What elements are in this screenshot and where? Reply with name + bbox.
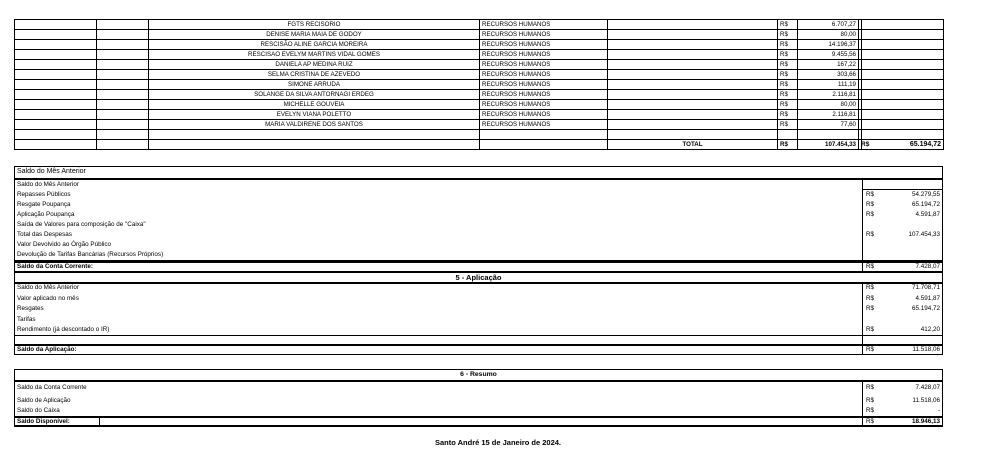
line-item-label: Tarifas — [17, 315, 36, 323]
total2-currency: R$ — [859, 140, 862, 150]
empty-cell — [97, 100, 149, 110]
line-item-currency: R$ — [866, 326, 875, 333]
empty-cell — [15, 80, 97, 90]
empty-cell — [862, 40, 944, 50]
aplicacao-total-row — [14, 345, 943, 355]
currency: R$ — [778, 110, 798, 120]
line-item-label: Devolução de Tarifas Bancárias (Recursos Próprios) — [17, 251, 164, 258]
total-row — [15, 140, 944, 150]
line-item-currency: R$ — [866, 231, 875, 238]
aplicacao-total-label: Saldo da Aplicação: — [17, 346, 77, 353]
amount: 167,22 — [798, 60, 859, 70]
empty-cell — [798, 130, 859, 140]
amount: 77,60 — [798, 120, 859, 130]
table-row — [15, 60, 944, 70]
employee-name: MICHELLE GOUVEIA — [149, 100, 480, 110]
empty-cell — [97, 80, 149, 90]
amount: 9.455,56 — [798, 50, 859, 60]
empty-cell — [862, 30, 944, 40]
saldo-total-value: 7.428,07 — [915, 263, 940, 270]
saldo-total-label: Saldo da Conta Corrente: — [17, 263, 93, 270]
empty-cell — [97, 60, 149, 70]
line-item-label: Resgate Poupança — [17, 201, 71, 208]
empty-cell — [15, 90, 97, 100]
department: RECURSOS HUMANOS — [480, 60, 608, 70]
department: RECURSOS HUMANOS — [480, 90, 608, 100]
department: RECURSOS HUMANOS — [480, 120, 608, 130]
empty-cell — [149, 130, 480, 140]
empty-cell — [862, 60, 944, 70]
resumo-total-value: 18.946,13 — [911, 418, 940, 425]
line-item-currency: R$ — [866, 384, 875, 391]
empty-cell — [608, 120, 778, 130]
line-item-currency: R$ — [866, 407, 875, 414]
empty-cell — [608, 50, 778, 60]
empty-cell — [97, 130, 149, 140]
empty-cell — [608, 80, 778, 90]
empty-cell — [608, 40, 778, 50]
currency: R$ — [778, 60, 798, 70]
empty-cell — [862, 100, 944, 110]
resumo-total-label: Saldo Disponível: — [17, 418, 70, 425]
line-item-currency: R$ — [866, 201, 875, 208]
empty-cell — [15, 140, 97, 150]
saldo-total-currency: R$ — [866, 263, 875, 270]
line-item-label: Repasses Públicos — [17, 191, 71, 198]
department: RECURSOS HUMANOS — [480, 20, 608, 30]
empty-cell — [608, 90, 778, 100]
employee-name: SELMA CRISTINA DE AZEVEDO — [149, 70, 480, 80]
line-item-label: Valor Devolvido ao Órgão Público — [17, 241, 112, 248]
expenses-table — [14, 19, 944, 150]
line-item-currency: R$ — [866, 211, 875, 218]
empty-cell — [97, 90, 149, 100]
line-item-label: Aplicação Poupança — [17, 211, 75, 218]
employee-name: RESCISÃO ALINE GARCIA MOREIRA — [149, 40, 480, 50]
line-item-label: Total das Despesas — [17, 231, 72, 238]
empty-cell — [97, 140, 149, 150]
empty-cell — [862, 90, 944, 100]
currency: R$ — [778, 50, 798, 60]
aplicacao-total-value: 11.518,06 — [912, 346, 940, 353]
line-item-value: 11.518,06 — [912, 397, 940, 404]
aplicacao-header: 5 - Aplicação — [455, 273, 502, 282]
line-item-label: Rendimento (já descontado o IR) — [17, 326, 110, 333]
table-row — [15, 30, 944, 40]
empty-cell — [97, 70, 149, 80]
empty-cell — [97, 30, 149, 40]
empty-cell — [15, 120, 97, 130]
department: RECURSOS HUMANOS — [480, 40, 608, 50]
line-item-label: Resgates — [17, 305, 44, 312]
empty-cell — [862, 120, 944, 130]
line-item-label: Valor aplicado no mês — [17, 294, 79, 302]
department: RECURSOS HUMANOS — [480, 70, 608, 80]
currency: R$ — [778, 30, 798, 40]
table-row — [15, 110, 944, 120]
line-item-currency: R$ — [866, 294, 875, 302]
empty-cell — [480, 140, 608, 150]
empty-cell — [608, 30, 778, 40]
employee-name: DENISE MARIA MAIA DE GODOY — [149, 30, 480, 40]
currency: R$ — [778, 120, 798, 130]
amount: 111,19 — [798, 80, 859, 90]
amount: 80,00 — [798, 100, 859, 110]
total-currency: R$ — [778, 140, 798, 150]
line-item-currency: R$ — [866, 191, 875, 198]
empty-cell — [15, 50, 97, 60]
empty-cell — [15, 20, 97, 30]
empty-cell — [608, 110, 778, 120]
line-item-value: 65.194,72 — [911, 201, 940, 208]
table-row — [15, 80, 944, 90]
empty-cell — [862, 80, 944, 90]
amount: 2.116,81 — [798, 90, 859, 100]
department: RECURSOS HUMANOS — [480, 100, 608, 110]
employee-name: DANIELA AP MEDINA RUIZ — [149, 60, 480, 70]
amount: 14.196,37 — [798, 40, 859, 50]
empty-cell — [97, 50, 149, 60]
empty-cell — [480, 130, 608, 140]
employee-name: RESCISAO EVELYM MARTINS VIDAL GOMES — [149, 50, 480, 60]
line-item-value: 4.591,87 — [915, 294, 940, 302]
employee-name: SOLANGE DA SILVA ANTORNAGI ERDEG — [149, 90, 480, 100]
empty-cell — [149, 140, 480, 150]
table-row — [15, 70, 944, 80]
currency: R$ — [778, 90, 798, 100]
empty-cell — [608, 100, 778, 110]
table-row — [15, 100, 944, 110]
line-item-label: Saída de Valores para composição de "Caixa" — [17, 221, 146, 228]
empty-cell — [15, 100, 97, 110]
empty-cell — [15, 110, 97, 120]
line-item-value: - — [937, 407, 940, 414]
resumo-header: 6 - Resumo — [460, 371, 497, 378]
resumo-total-row — [14, 417, 943, 427]
line-item-label: Saldo de Aplicação — [17, 397, 71, 404]
employee-name: EVELYN VIANA POLETTO — [149, 110, 480, 120]
total-label: TOTAL — [608, 140, 778, 150]
empty-cell — [862, 130, 944, 140]
empty-cell — [15, 70, 97, 80]
table-row — [15, 90, 944, 100]
empty-cell — [608, 60, 778, 70]
empty-cell — [862, 70, 944, 80]
empty-cell — [608, 130, 778, 140]
employee-name: SIMONE ARRUDA — [149, 80, 480, 90]
employee-name: MARIA VALDIRENE DOS SANTOS — [149, 120, 480, 130]
empty-cell — [862, 50, 944, 60]
currency: R$ — [778, 100, 798, 110]
line-item-value: 412,20 — [920, 326, 940, 333]
department: RECURSOS HUMANOS — [480, 30, 608, 40]
table-row — [15, 120, 944, 130]
line-item-value: 4.591,87 — [915, 211, 940, 218]
department: RECURSOS HUMANOS — [480, 110, 608, 120]
line-item-currency: R$ — [866, 305, 875, 312]
currency: R$ — [778, 40, 798, 50]
line-item-currency: R$ — [866, 284, 875, 291]
line-item-value: 54.279,55 — [911, 191, 940, 198]
line-item-value: 65.194,72 — [911, 305, 940, 312]
saldo-header: Saldo do Mês Anterior — [17, 168, 86, 175]
empty-cell — [862, 20, 944, 30]
amount: 80,00 — [798, 30, 859, 40]
empty-cell — [15, 40, 97, 50]
empty-cell — [608, 70, 778, 80]
currency: R$ — [778, 20, 798, 30]
empty-cell — [97, 120, 149, 130]
empty-cell — [862, 110, 944, 120]
aplicacao-total-currency: R$ — [866, 346, 875, 353]
currency: R$ — [778, 80, 798, 90]
empty-cell — [97, 20, 149, 30]
empty-cell — [778, 130, 798, 140]
saldo-body-box — [14, 179, 943, 261]
line-item-label: Saldo da Conta Corrente — [17, 384, 87, 391]
total-value: 107.454,33 — [798, 140, 859, 150]
department: RECURSOS HUMANOS — [480, 50, 608, 60]
line-item-currency: R$ — [866, 397, 875, 404]
line-item-label: Saldo do Caixa — [17, 407, 60, 414]
empty-cell — [15, 130, 97, 140]
line-item-value: 7.428,07 — [915, 384, 940, 391]
table-row — [15, 50, 944, 60]
amount: 2.116,81 — [798, 110, 859, 120]
empty-cell — [97, 110, 149, 120]
currency: R$ — [778, 70, 798, 80]
empty-cell — [97, 40, 149, 50]
line-item-value: 71.708,71 — [911, 284, 940, 291]
document-footer-date: Santo André 15 de Janeiro de 2024. — [434, 438, 562, 447]
line-item-value: 107.454,33 — [908, 231, 940, 238]
total2-value: 65.194,72 — [862, 140, 944, 150]
saldo-total-row — [14, 262, 943, 272]
line-item-label: Saldo do Mês Anterior — [17, 181, 79, 188]
amount: 303,66 — [798, 70, 859, 80]
empty-cell — [608, 20, 778, 30]
amount: 6.707,27 — [798, 20, 859, 30]
empty-cell — [15, 60, 97, 70]
table-row — [15, 40, 944, 50]
table-row — [15, 20, 944, 30]
empty-cell — [15, 30, 97, 40]
saldo-header-box — [14, 166, 943, 179]
resumo-total-currency: R$ — [866, 418, 875, 425]
department: RECURSOS HUMANOS — [480, 80, 608, 90]
employee-name: FGTS RECISORIO — [149, 20, 480, 30]
table-row — [15, 130, 944, 140]
line-item-label: Saldo do Mês Anterior — [17, 284, 79, 291]
resumo-body-box — [14, 381, 943, 417]
